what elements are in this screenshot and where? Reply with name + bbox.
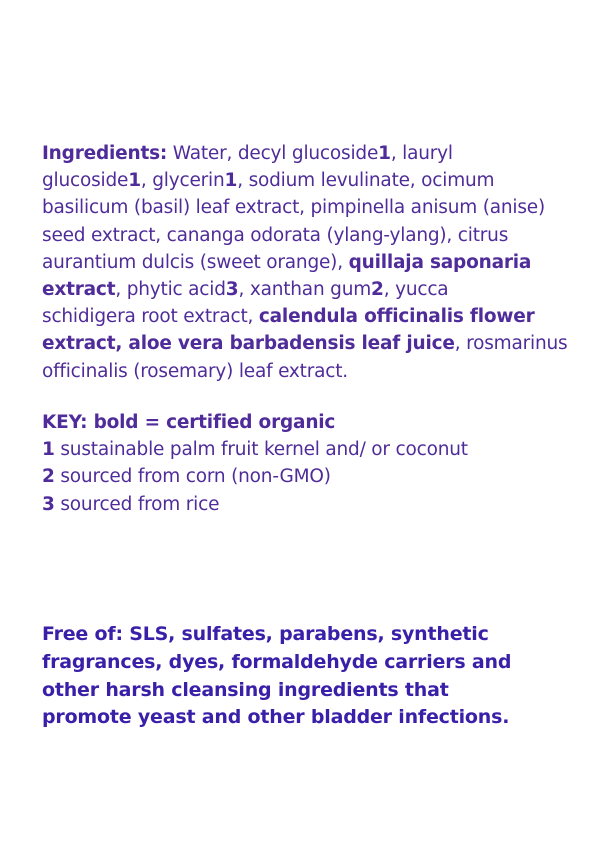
ingredient-bold-text: extract, aloe vera barbadensis leaf juice	[42, 333, 455, 355]
free-of-line: promote yeast and other bladder infections.	[42, 706, 510, 729]
ingredients-line	[42, 194, 572, 221]
ingredients-line	[42, 330, 572, 357]
key-item-number: 3	[42, 493, 55, 515]
free-of-line: Free of: SLS, sulfates, parabens, synthetic	[42, 623, 489, 645]
free-of-line: other harsh cleansing ingredients that	[42, 678, 449, 701]
ingredient-bold-text: 3	[225, 279, 239, 301]
ingredient-text: , phytic acid	[115, 279, 226, 301]
ingredients-list	[42, 140, 572, 385]
ingredient-bold-text: 2	[371, 279, 384, 301]
ingredient-text: schidigera root extract,	[42, 306, 259, 328]
ingredients-line	[42, 276, 572, 303]
key-item-number: 1	[42, 439, 55, 461]
ingredients-line	[42, 358, 572, 385]
key-heading: KEY: bold = certified organic	[42, 412, 336, 433]
key-item-1	[42, 436, 572, 463]
ingredient-bold-text: extract	[42, 279, 116, 301]
ingredients-key	[42, 409, 572, 518]
ingredient-text: aurantium dulcis (sweet orange),	[42, 251, 349, 273]
ingredient-text: , yucca	[383, 279, 449, 301]
ingredient-bold-text: quillaja saponaria	[348, 251, 532, 273]
ingredient-text: Water, decyl glucoside	[167, 143, 379, 164]
free-of-statement	[42, 621, 572, 732]
ingredient-bold-text: 1	[128, 170, 141, 192]
ingredient-text: seed extract, cananga odorata (ylang-ylang), citrus	[42, 224, 509, 246]
key-item-text: sourced from rice	[54, 493, 220, 515]
key-item-number: 2	[42, 466, 55, 488]
ingredient-bold-text: Ingredients:	[42, 143, 168, 164]
ingredients-line	[42, 249, 572, 276]
ingredient-text: , xanthan gum	[238, 279, 372, 301]
key-item-text: sustainable palm fruit kernel and/ or coconut	[54, 439, 468, 461]
ingredient-text: basilicum (basil) leaf extract, pimpinella anisum (anise)	[42, 197, 546, 219]
ingredient-text: , rosmarinus	[454, 333, 568, 355]
ingredient-bold-text: calendula officinalis flower	[258, 306, 535, 328]
ingredient-text: , lauryl	[390, 143, 453, 164]
free-of-line: fragrances, dyes, formaldehyde carriers and	[42, 650, 512, 673]
ingredient-text: , glycerin	[140, 170, 225, 192]
ingredient-text: , sodium levulinate, ocimum	[237, 170, 495, 192]
ingredient-text: glucoside	[42, 170, 129, 192]
ingredients-line	[42, 303, 572, 330]
ingredients-line	[42, 222, 572, 249]
ingredient-bold-text: 1	[378, 143, 391, 164]
ingredients-line	[42, 167, 572, 194]
key-item-3	[42, 491, 572, 518]
ingredient-text: officinalis (rosemary) leaf extract.	[42, 360, 348, 382]
ingredients-line	[42, 140, 572, 167]
key-item-text: sourced from corn (non-GMO)	[54, 466, 331, 488]
ingredient-bold-text: 1	[224, 170, 238, 192]
key-item-2	[42, 463, 572, 490]
